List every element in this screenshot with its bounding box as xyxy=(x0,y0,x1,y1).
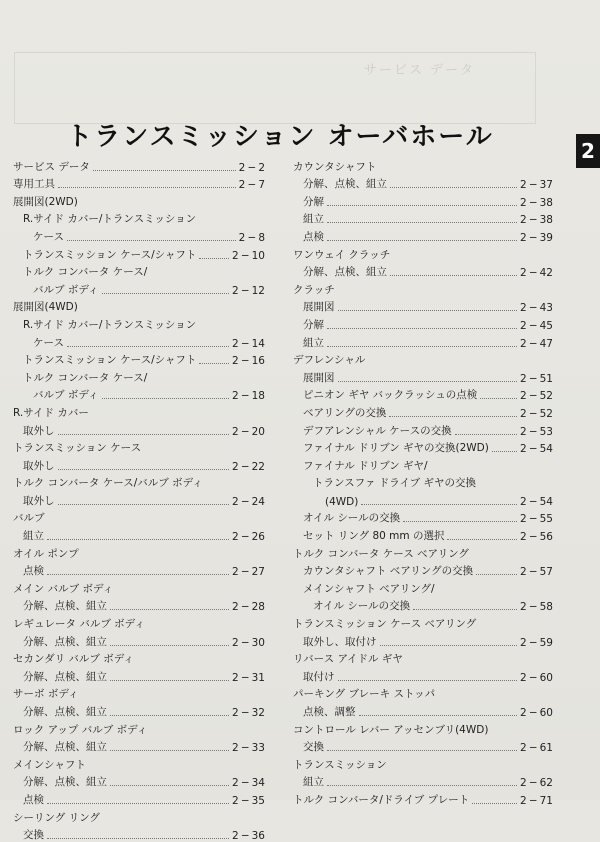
toc-entry xyxy=(13,438,265,456)
toc-entry xyxy=(293,455,553,473)
toc-entry xyxy=(293,420,553,438)
dot-leader xyxy=(338,310,517,311)
toc-entry-title: 分解、点検、組立 xyxy=(23,600,107,613)
toc-entry-title: 展開図 xyxy=(303,371,335,384)
toc-entry-page: 2 ─ 31 xyxy=(231,671,265,684)
toc-entry xyxy=(13,596,265,614)
dot-leader xyxy=(110,680,229,681)
dot-leader xyxy=(58,469,229,470)
toc-entry-title: セカンダリ バルブ ボディ xyxy=(13,653,134,666)
toc-entry-title: カウンタシャフト ベアリングの交換 xyxy=(303,565,474,578)
toc-entry-title: 分解、点検、組立 xyxy=(23,635,107,648)
toc-entry-page: 2 ─ 53 xyxy=(519,425,553,438)
toc-entry-page: 2 ─ 36 xyxy=(231,830,265,842)
toc-entry-page: 2 ─ 60 xyxy=(519,707,553,719)
toc-entry xyxy=(13,789,265,807)
toc-entry xyxy=(293,191,553,209)
toc-entry-title: 取付け xyxy=(303,670,335,683)
dot-leader xyxy=(390,187,517,188)
toc-entry-page: 2 ─ 22 xyxy=(231,460,265,473)
toc-entry-title: ファイナル ドリブン ギヤの交換(2WD) xyxy=(303,442,489,455)
toc-entry xyxy=(13,561,265,579)
toc-entry-title: 展開図 xyxy=(303,301,335,314)
dot-leader xyxy=(67,240,236,241)
toc-entry-page: 2 ─ 45 xyxy=(519,319,553,332)
toc-entry xyxy=(13,385,265,403)
toc-entry xyxy=(13,508,265,526)
toc-entry-title: 点検 xyxy=(23,565,44,578)
toc-entry xyxy=(293,226,553,244)
toc-entry xyxy=(13,244,265,262)
toc-entry-title: 分解、点検、組立 xyxy=(23,776,107,789)
dot-leader xyxy=(93,170,236,171)
dot-leader xyxy=(102,398,229,399)
toc-entry-title: 取外し、取付け xyxy=(303,635,377,648)
dot-leader xyxy=(327,785,517,786)
toc-entry xyxy=(293,666,553,684)
toc-entry xyxy=(13,719,265,737)
toc-entry-page: 2 ─ 61 xyxy=(519,742,553,755)
toc-entry-page: 2 ─ 71 xyxy=(519,794,553,807)
toc-entry-title: 分解 xyxy=(303,195,324,208)
toc-entry xyxy=(293,209,553,227)
toc-entry xyxy=(13,297,265,315)
dot-leader xyxy=(327,328,517,329)
toc-entry-page: 2 ─ 2 xyxy=(238,161,265,174)
toc-entry xyxy=(13,455,265,473)
toc-entry xyxy=(293,684,553,702)
toc-entry-page: 2 ─ 38 xyxy=(519,214,553,227)
toc-entry-page: 2 ─ 39 xyxy=(519,231,553,244)
toc-entry-page: 2 ─ 16 xyxy=(231,355,265,368)
dot-leader xyxy=(390,275,517,276)
toc-entry-title: 分解、点検、組立 xyxy=(303,178,387,191)
toc-entry-title: 取外し xyxy=(23,494,55,507)
toc-entry-title: ケース xyxy=(33,336,64,349)
toc-entry-title: オイル ポンプ xyxy=(13,547,79,560)
toc-entry-title: トルク コンバータ ケース ベアリング xyxy=(293,547,469,560)
toc-entry-title: ベアリングの交換 xyxy=(303,406,387,419)
dot-leader xyxy=(472,803,517,804)
faint-bleedthrough-heading: サービス データ xyxy=(363,63,475,78)
toc-entry xyxy=(13,666,265,684)
toc-entry xyxy=(293,701,553,719)
dot-leader xyxy=(338,381,517,382)
toc-entry xyxy=(293,297,553,315)
toc-entry-page: 2 ─ 20 xyxy=(231,425,265,438)
toc-entry-title: デフレンシャル xyxy=(293,354,366,367)
toc-entry-page: 2 ─ 30 xyxy=(231,636,265,649)
toc-entry-title: トランスミッション ケース ベアリング xyxy=(293,618,477,631)
toc-entry-title: メインシャフト xyxy=(13,758,86,771)
toc-entry-title: コントロール レバー アッセンブリ(4WD) xyxy=(293,723,489,736)
dot-leader xyxy=(47,803,229,804)
dot-leader xyxy=(110,609,229,610)
toc-entry xyxy=(13,332,265,350)
toc-entry xyxy=(13,473,265,491)
page-title: トランスミッション オーバホール xyxy=(66,122,494,152)
toc-entry-page: 2 ─ 27 xyxy=(231,566,265,579)
toc-entry-page: 2 ─ 35 xyxy=(231,794,265,807)
toc-entry xyxy=(293,613,553,631)
toc-entry-title: トルク コンバータ/ドライブ プレート xyxy=(293,793,470,806)
toc-entry xyxy=(13,156,265,174)
toc-entry xyxy=(293,578,553,596)
toc-entry-title: メイン バルブ ボディ xyxy=(13,582,114,595)
toc-entry-title: R.サイド カバー/トランスミッション xyxy=(23,318,197,331)
dot-leader xyxy=(110,750,229,751)
toc-entry-page: 2 ─ 38 xyxy=(519,196,553,209)
toc-entry xyxy=(293,402,553,420)
toc-entry-title: トランスファ ドライブ ギヤの交換 xyxy=(313,477,477,490)
toc-entry-title: 点検 xyxy=(23,793,44,806)
dot-leader xyxy=(67,346,229,347)
dot-leader xyxy=(327,205,517,206)
toc-entry xyxy=(293,525,553,543)
toc-entry xyxy=(293,719,553,737)
dot-leader xyxy=(447,539,516,540)
toc-entry-title: バルブ xyxy=(13,512,45,525)
toc-entry xyxy=(13,578,265,596)
toc-entry xyxy=(293,754,553,772)
toc-entry-page: 2 ─ 34 xyxy=(231,777,265,790)
toc-entry xyxy=(293,367,553,385)
dot-leader xyxy=(480,398,517,399)
toc-entry xyxy=(13,684,265,702)
toc-entry-page: 2 ─ 10 xyxy=(231,249,265,262)
toc-entry-title: トルク コンバータ ケース/ xyxy=(23,266,148,279)
toc-entry-page: 2 ─ 54 xyxy=(519,495,553,508)
toc-entry-title: ピニオン ギヤ バックラッシュの点検 xyxy=(303,389,478,402)
toc-entry xyxy=(13,807,265,825)
toc-entry-page: 2 ─ 8 xyxy=(238,231,265,244)
dot-leader xyxy=(338,680,517,681)
toc-entry-title: 組立 xyxy=(303,776,324,789)
toc-entry-title: トランスミッション xyxy=(293,758,387,771)
toc-left-column xyxy=(13,156,265,842)
dot-leader xyxy=(199,363,229,364)
toc-entry-title: レギュレータ バルブ ボディ xyxy=(13,618,145,631)
toc-entry-title: オイル シールの交換 xyxy=(313,600,411,613)
toc-entry xyxy=(293,350,553,368)
toc-entry xyxy=(13,174,265,192)
toc-entry-page: 2 ─ 62 xyxy=(519,777,553,790)
toc-entry-page: 2 ─ 54 xyxy=(519,443,553,456)
toc-entry-title: (4WD) xyxy=(325,495,359,508)
toc-entry-page: 2 ─ 47 xyxy=(519,337,553,350)
toc-entry-title: デフアレンシャル ケースの交換 xyxy=(303,424,452,437)
toc-entry-title: 交換 xyxy=(23,829,44,842)
toc-entry xyxy=(13,490,265,508)
toc-entry-page: 2 ─ 37 xyxy=(519,179,553,192)
toc-entry-page: 2 ─ 43 xyxy=(519,302,553,315)
toc-entry-page: 2 ─ 26 xyxy=(231,531,265,544)
toc-entry xyxy=(293,473,553,491)
toc-entry xyxy=(13,631,265,649)
toc-entry xyxy=(13,226,265,244)
toc-entry-title: サーボ ボディ xyxy=(13,688,79,701)
toc-entry-title: 交換 xyxy=(303,741,324,754)
toc-entry-page: 2 ─ 18 xyxy=(231,390,265,403)
dot-leader xyxy=(327,346,517,347)
toc-entry xyxy=(13,543,265,561)
toc-entry-page: 2 ─ 55 xyxy=(519,513,553,526)
dot-leader xyxy=(413,609,517,610)
dot-leader xyxy=(327,750,517,751)
dot-leader xyxy=(380,645,517,646)
dot-leader xyxy=(47,838,229,839)
toc-entry-page: 2 ─ 52 xyxy=(519,407,553,420)
dot-leader xyxy=(47,574,229,575)
toc-right-column xyxy=(293,156,553,807)
toc-entry-page: 2 ─ 56 xyxy=(519,531,553,544)
toc-entry xyxy=(13,649,265,667)
toc-entry-title: ワンウェイ クラッチ xyxy=(293,248,391,261)
toc-entry-title: ロック アップ バルブ ボディ xyxy=(13,723,148,736)
dot-leader xyxy=(476,574,517,575)
toc-entry xyxy=(13,701,265,719)
dot-leader xyxy=(327,222,517,223)
toc-entry xyxy=(13,420,265,438)
toc-entry-title: オイル シールの交換 xyxy=(303,512,401,525)
toc-entry-title: シーリング リング xyxy=(13,811,100,824)
toc-entry-title: トルク コンバータ ケース/バルブ ボディ xyxy=(13,477,203,490)
toc-entry-title: バルブ ボディ xyxy=(33,283,99,296)
toc-entry-title: 組立 xyxy=(303,336,324,349)
toc-entry xyxy=(13,314,265,332)
dot-leader xyxy=(359,715,517,716)
toc-entry-title: 組立 xyxy=(303,213,324,226)
toc-entry xyxy=(13,613,265,631)
toc-entry-title: R.サイド カバー/トランスミッション xyxy=(23,213,197,226)
toc-entry-title: トランスミッション ケース/シャフト xyxy=(23,248,197,261)
dot-leader xyxy=(199,258,229,259)
toc-entry-title: ファイナル ドリブン ギヤ/ xyxy=(303,459,428,472)
toc-entry xyxy=(293,789,553,807)
dot-leader xyxy=(102,293,229,294)
toc-entry xyxy=(293,385,553,403)
toc-entry xyxy=(293,314,553,332)
toc-entry-title: 専用工具 xyxy=(13,178,55,191)
toc-entry xyxy=(293,332,553,350)
toc-entry xyxy=(13,367,265,385)
toc-entry-title: 組立 xyxy=(23,530,44,543)
toc-entry-title: サービス データ xyxy=(13,160,90,173)
toc-entry-title: パーキング ブレーキ ストッパ xyxy=(293,688,436,701)
toc-entry-title: 分解、点検、組立 xyxy=(23,670,107,683)
toc-entry xyxy=(13,262,265,280)
dot-leader xyxy=(492,451,517,452)
toc-entry-title: クラッチ xyxy=(293,283,335,296)
toc-entry xyxy=(293,737,553,755)
toc-entry-page: 2 ─ 58 xyxy=(519,601,553,614)
dot-leader xyxy=(110,785,229,786)
toc-entry-page: 2 ─ 42 xyxy=(519,267,553,280)
toc-entry-page: 2 ─ 32 xyxy=(231,707,265,719)
toc-entry-title: カウンタシャフト xyxy=(293,160,377,173)
toc-entry xyxy=(293,561,553,579)
toc-entry-title: リバース アイドル ギヤ xyxy=(293,653,403,666)
dot-leader xyxy=(47,539,229,540)
toc-entry-title: 分解 xyxy=(303,318,324,331)
toc-entry xyxy=(293,279,553,297)
toc-entry xyxy=(13,737,265,755)
toc-entry-title: 取外し xyxy=(23,424,55,437)
toc-entry-title: 分解、点検、組立 xyxy=(303,266,387,279)
toc-entry-page: 2 ─ 24 xyxy=(231,495,265,508)
toc-entry-title: トランスミッション ケース/シャフト xyxy=(23,354,197,367)
toc-entry xyxy=(293,174,553,192)
toc-entry xyxy=(293,262,553,280)
toc-entry-title: 展開図(2WD) xyxy=(13,195,78,208)
toc-entry-title: メインシャフト ベアリング/ xyxy=(303,582,435,595)
toc-entry-title: トルク コンバータ ケース/ xyxy=(23,371,148,384)
toc-entry-title: トランスミッション ケース xyxy=(13,442,142,455)
toc-entry xyxy=(13,525,265,543)
toc-entry xyxy=(13,279,265,297)
toc-entry xyxy=(293,772,553,790)
toc-entry-page: 2 ─ 51 xyxy=(519,372,553,385)
toc-entry-title: ケース xyxy=(33,230,64,243)
toc-entry-page: 2 ─ 28 xyxy=(231,601,265,614)
toc-entry-title: 取外し xyxy=(23,459,55,472)
dot-leader xyxy=(403,521,517,522)
toc-entry-title: 分解、点検、組立 xyxy=(23,741,107,754)
toc-entry xyxy=(293,490,553,508)
toc-entry-title: バルブ ボディ xyxy=(33,389,99,402)
toc-entry xyxy=(13,191,265,209)
toc-entry xyxy=(293,649,553,667)
toc-entry-title: 分解、点検、組立 xyxy=(23,706,107,718)
toc-entry-title: セット リング 80 mm の選択 xyxy=(303,530,445,543)
toc-entry-title: 点検 xyxy=(303,230,324,243)
dot-leader xyxy=(58,187,236,188)
toc-entry xyxy=(13,772,265,790)
dot-leader xyxy=(58,434,229,435)
toc-entry xyxy=(293,543,553,561)
toc-entry-page: 2 ─ 14 xyxy=(231,337,265,350)
toc-entry xyxy=(13,402,265,420)
toc-entry-title: R.サイド カバー xyxy=(13,406,89,419)
toc-entry xyxy=(13,754,265,772)
toc-entry-page: 2 ─ 33 xyxy=(231,742,265,755)
toc-entry xyxy=(293,156,553,174)
dot-leader xyxy=(455,434,517,435)
dot-leader xyxy=(110,715,229,716)
dot-leader xyxy=(58,504,229,505)
toc-entry-page: 2 ─ 12 xyxy=(231,284,265,297)
chapter-tab: 2 xyxy=(576,134,600,168)
toc-entry-page: 2 ─ 57 xyxy=(519,566,553,579)
toc-entry-title: 点検、調整 xyxy=(303,706,356,718)
dot-leader xyxy=(361,504,517,505)
toc-entry xyxy=(293,631,553,649)
toc-entry xyxy=(293,244,553,262)
toc-entry-page: 2 ─ 7 xyxy=(238,179,265,192)
toc-entry xyxy=(13,825,265,842)
toc-entry xyxy=(13,350,265,368)
toc-entry xyxy=(293,508,553,526)
toc-entry-page: 2 ─ 52 xyxy=(519,390,553,403)
dot-leader xyxy=(389,416,517,417)
toc-entry-page: 2 ─ 59 xyxy=(519,636,553,649)
toc-entry-title: 展開図(4WD) xyxy=(13,301,78,314)
dot-leader xyxy=(110,645,229,646)
toc-entry xyxy=(293,596,553,614)
toc-entry-page: 2 ─ 60 xyxy=(519,671,553,684)
toc-entry xyxy=(13,209,265,227)
dot-leader xyxy=(327,240,517,241)
faint-bleedthrough-table xyxy=(14,52,536,124)
toc-entry xyxy=(293,438,553,456)
